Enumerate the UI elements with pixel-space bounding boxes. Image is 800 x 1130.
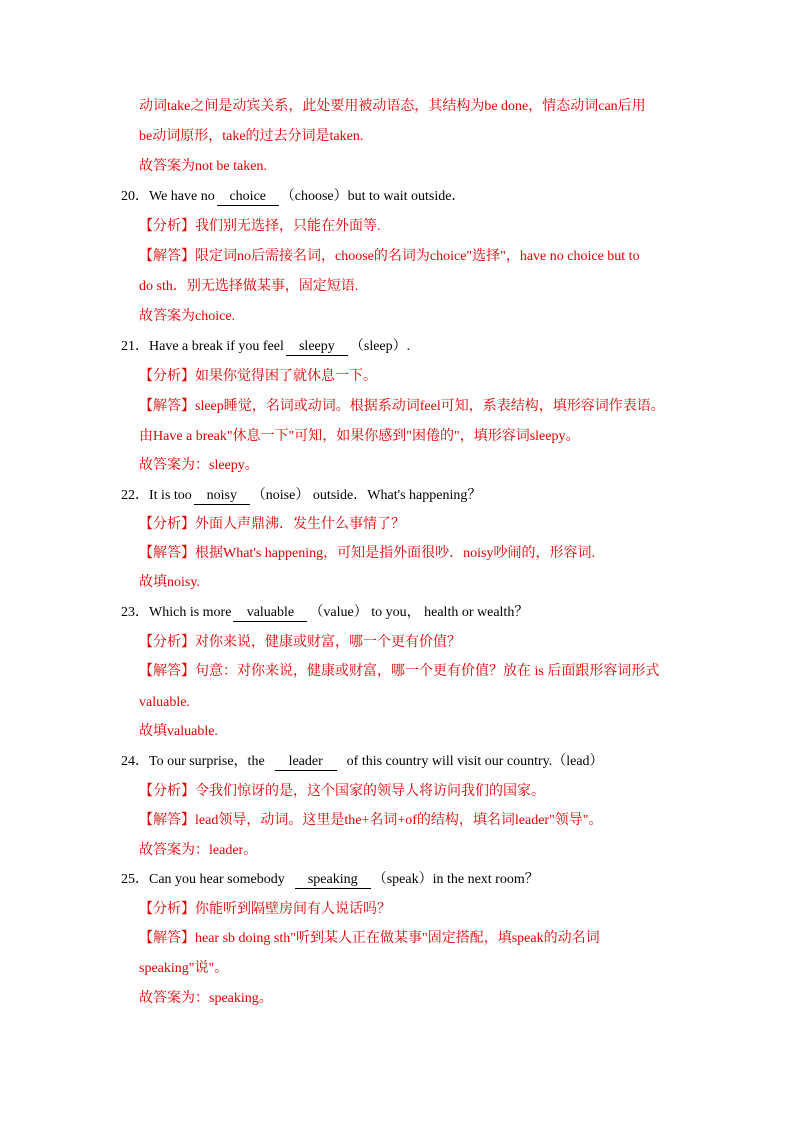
solution-line: 【解答】限定词no后需接名词，choose的名词为choice"选择"，have no choice but to — [139, 249, 640, 264]
analysis-line: 【分析】我们别无选择，只能在外面等. — [139, 219, 381, 234]
analysis-line: 【分析】如果你觉得困了就休息一下。 — [139, 369, 377, 384]
answer-blank: sleepy — [286, 338, 348, 356]
question-text: 22．It is too — [121, 488, 192, 503]
question-21 — [121, 337, 410, 357]
answer-blank: choice — [217, 188, 279, 206]
question-text: 24．To our surprise，the — [121, 754, 265, 769]
solution-line: 【解答】hear sb doing sth"听到某人正在做某事"固定搭配，填speak的动名词 — [139, 931, 600, 946]
solution-line: valuable. — [139, 695, 190, 710]
answer-line: 故答案为：leader。 — [139, 843, 258, 858]
solution-line: 【解答】sleep睡觉，名词或动词。根据系动词feel可知，系表结构，填形容词作表语。 — [139, 399, 665, 414]
question-20 — [121, 187, 465, 207]
question-text: （sleep）. — [349, 339, 411, 354]
answer-line: 故填valuable. — [139, 724, 218, 739]
question-text: of this country will visit our country.（lead） — [346, 754, 604, 769]
solution-line: 【解答】根据What's happening，可知是指外面很吵．noisy吵闹的，形容词. — [139, 546, 595, 561]
question-text: 23．Which is more — [121, 605, 232, 620]
solution-line: 【解答】句意：对你来说，健康或财富，哪一个更有价值？放在 is 后面跟形容词形式 — [139, 664, 660, 679]
answer-blank: leader — [275, 753, 337, 771]
answer-line: 故答案为：speaking。 — [139, 991, 273, 1006]
answer-blank: noisy — [194, 487, 250, 505]
answer-blank: speaking — [295, 871, 371, 889]
explanation-line: 动词take之间是动宾关系，此处要用被动语态，其结构为be done，情态动词can后用 — [139, 99, 646, 114]
solution-line: 【解答】lead领导，动词。这里是the+名词+of的结构，填名词leader"领导"。 — [139, 813, 603, 828]
question-text: 25．Can you hear somebody — [121, 872, 285, 887]
explanation-line: be动词原形，take的过去分词是taken. — [139, 129, 364, 144]
answer-line: 故答案为not be taken. — [139, 159, 267, 174]
question-text: （value） to you， health or wealth？ — [309, 605, 529, 620]
analysis-line: 【分析】令我们惊讶的是，这个国家的领导人将访问我们的国家。 — [139, 784, 545, 799]
question-25 — [121, 870, 539, 890]
question-22 — [121, 486, 481, 506]
analysis-line: 【分析】对你来说，健康或财富，哪一个更有价值？ — [139, 635, 461, 650]
question-text: （speak）in the next room？ — [372, 872, 539, 887]
question-text: （noise） outside．What's happening？ — [251, 488, 482, 503]
analysis-line: 【分析】你能听到隔壁房间有人说话吗？ — [139, 902, 391, 917]
question-text: （choose）but to wait outside． — [280, 189, 466, 204]
question-24 — [121, 752, 604, 772]
answer-line: 故填noisy. — [139, 575, 200, 590]
solution-line: 由Have a break"休息一下"可知，如果你感到"困倦的"，填形容词sleepy。 — [139, 429, 580, 444]
question-text: 21．Have a break if you feel — [121, 339, 284, 354]
answer-blank: valuable — [233, 604, 307, 622]
analysis-line: 【分析】外面人声鼎沸．发生什么事情了？ — [139, 517, 405, 532]
answer-line: 故答案为choice. — [139, 309, 236, 324]
answer-line: 故答案为：sleepy。 — [139, 458, 259, 473]
question-23 — [121, 603, 528, 623]
solution-line: speaking"说"。 — [139, 961, 229, 976]
solution-line: do sth．别无选择做某事，固定短语. — [139, 279, 359, 294]
question-text: 20．We have no — [121, 189, 215, 204]
